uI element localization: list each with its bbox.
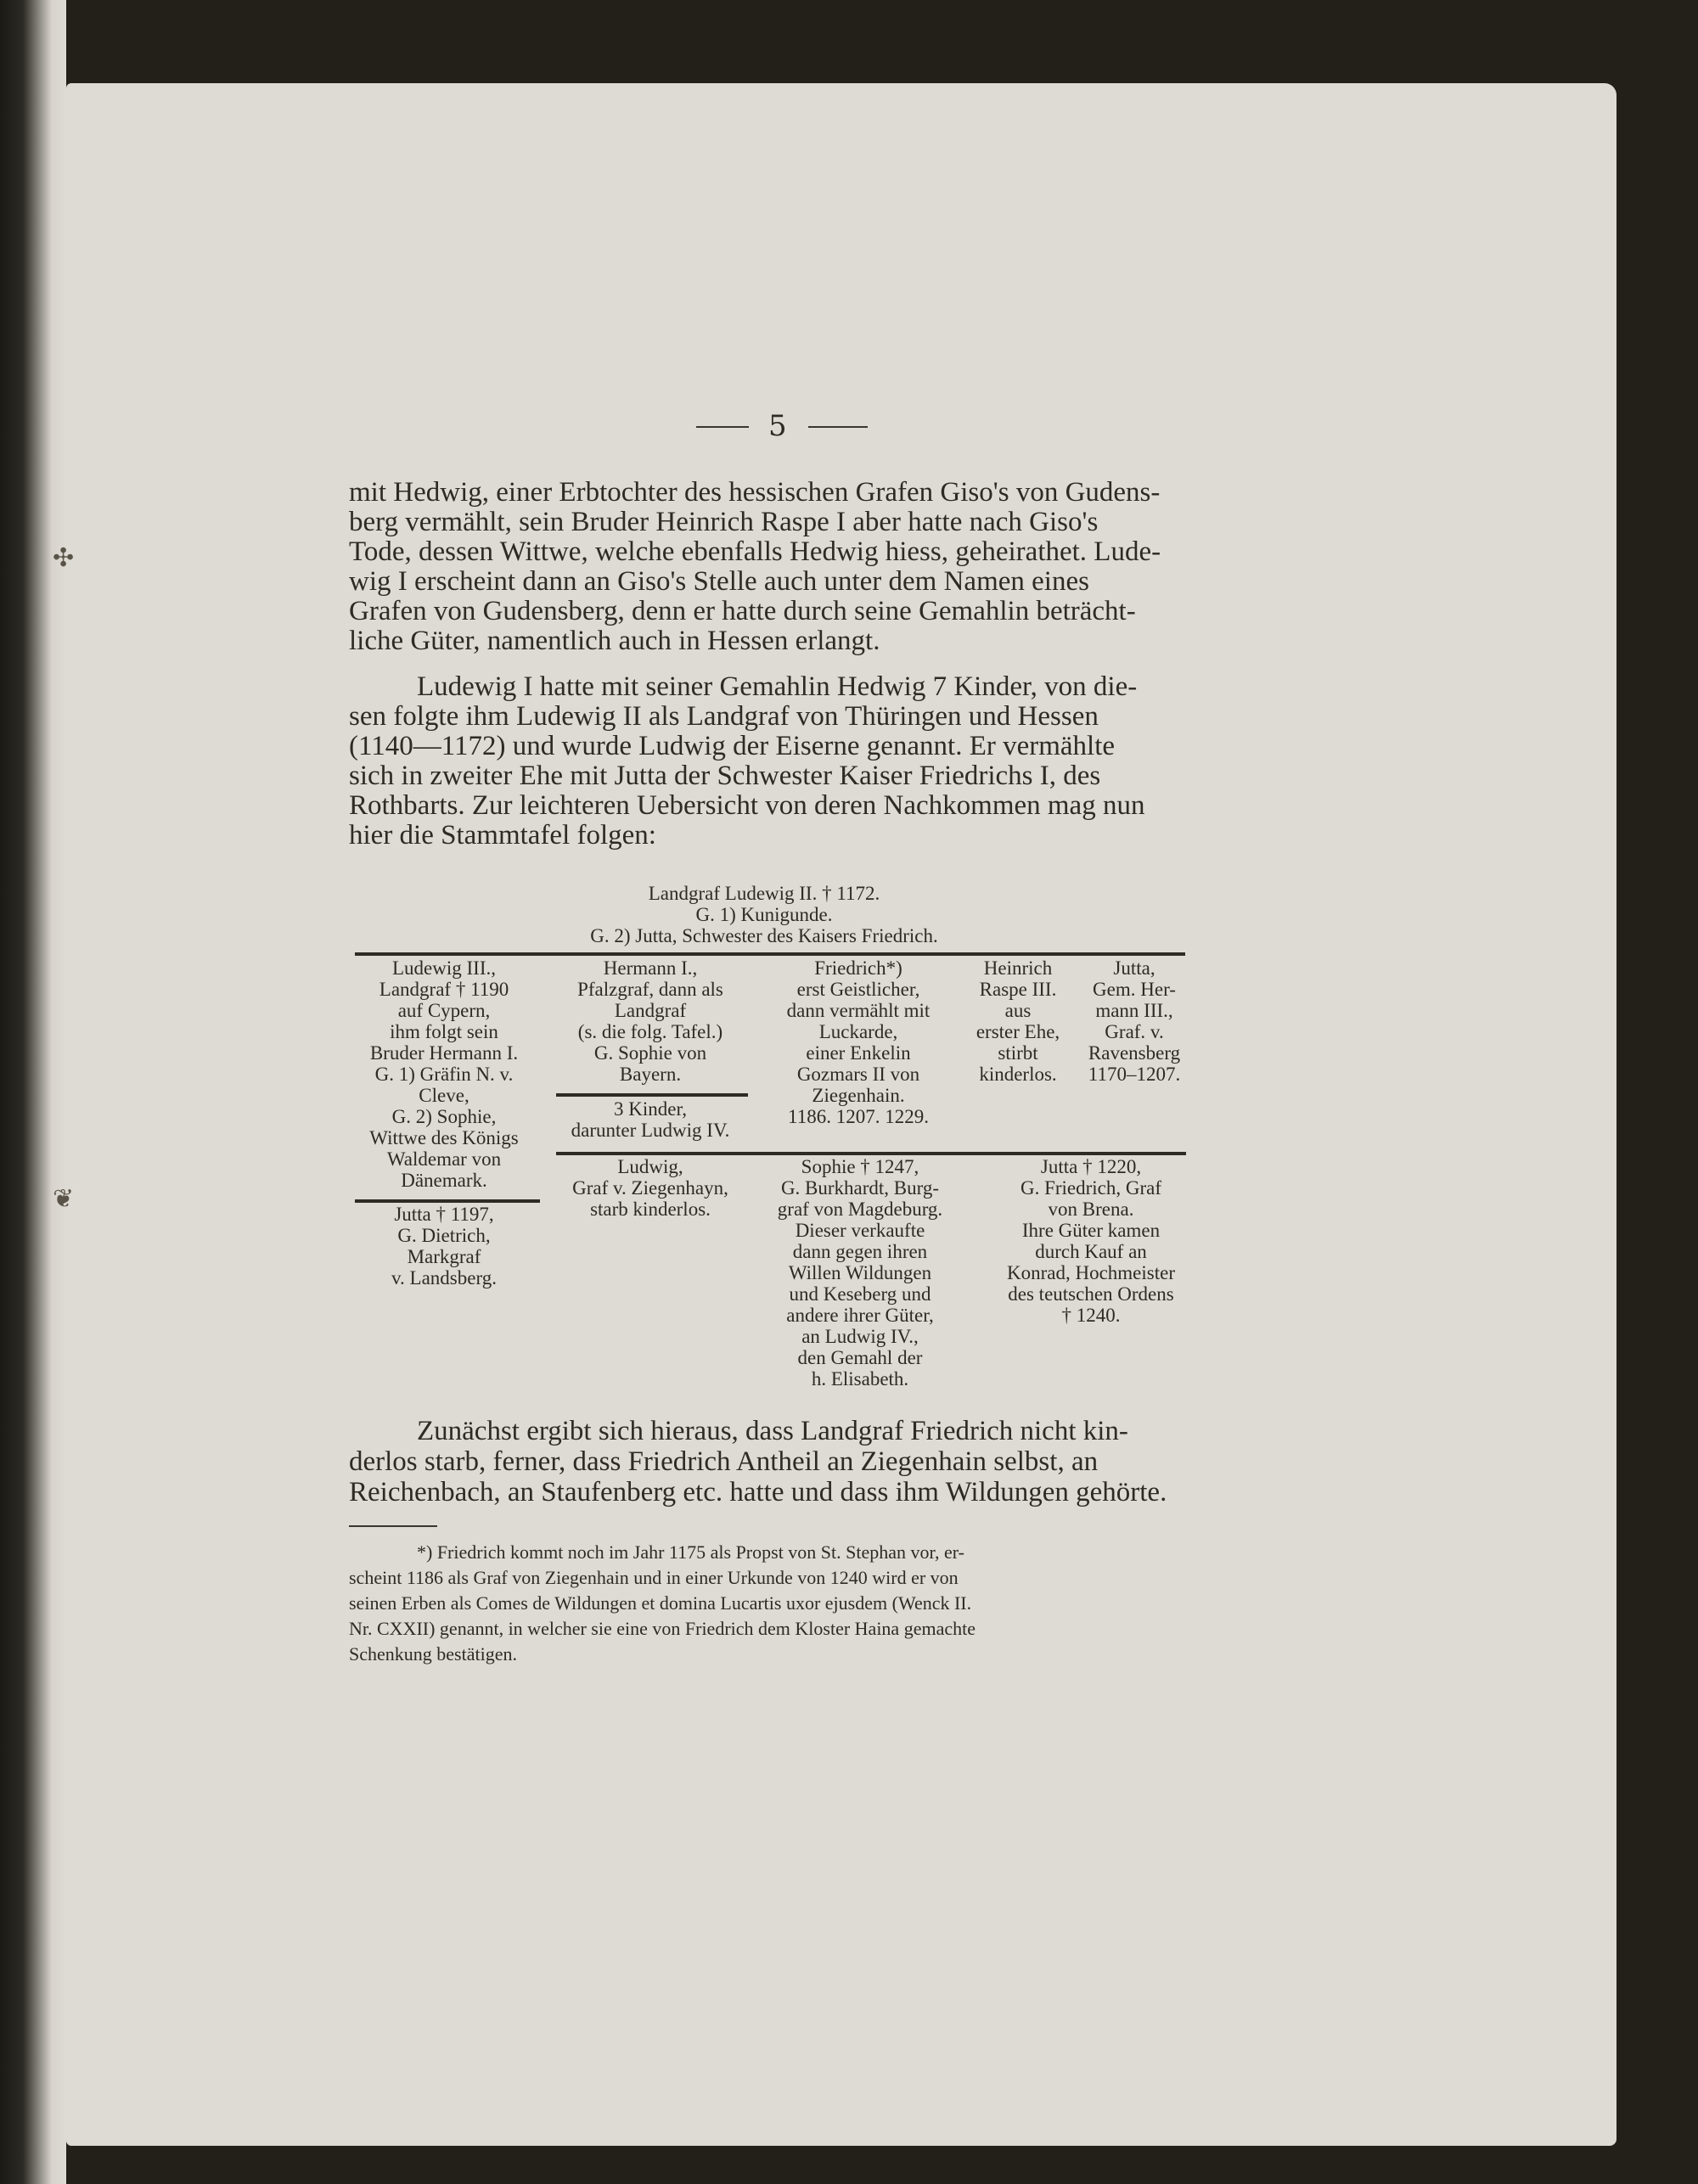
tree-text-line: graf von Magdeburg. bbox=[777, 1199, 943, 1220]
tree-text-line: Landgraf † 1190 bbox=[379, 979, 509, 1000]
footnote-line: Schenkung bestätigen. bbox=[349, 1643, 517, 1665]
tree-text-line: Jutta, bbox=[1113, 957, 1155, 979]
tree-text-line: und Keseberg und bbox=[789, 1283, 931, 1305]
tree-text-line: Sophie † 1247, bbox=[801, 1156, 919, 1177]
tree-text-line: Dänemark. bbox=[401, 1170, 487, 1191]
text-line: sen folgte ihm Ludewig II als Landgraf von Thüringen und Hessen bbox=[349, 701, 1099, 732]
tree-text-line: Konrad, Hochmeister bbox=[1007, 1262, 1175, 1283]
tree-text-line: Raspe III. bbox=[979, 979, 1057, 1000]
tree-text-line: den Gemahl der bbox=[797, 1347, 923, 1368]
tree-text-line: Bruder Hermann I. bbox=[369, 1042, 519, 1064]
tree-node-friedrich bbox=[754, 957, 963, 1127]
tree-text-line: Ihre Güter kamen bbox=[1021, 1220, 1161, 1241]
tree-text-line: einer Enkelin bbox=[806, 1042, 911, 1064]
tree-text-line: Gozmars II von bbox=[796, 1064, 920, 1085]
tree-text-line: † 1240. bbox=[1061, 1305, 1121, 1326]
tree-text-line: 3 Kinder, bbox=[614, 1098, 687, 1120]
tree-text-line: Bayern. bbox=[619, 1064, 682, 1085]
tree-text-line: Friedrich*) bbox=[814, 957, 902, 979]
tree-text-line: h. Elisabeth. bbox=[811, 1368, 909, 1390]
tree-text-line: Dieser verkaufte bbox=[795, 1220, 925, 1241]
tree-text-line: G. 1) Gräfin N. v. bbox=[374, 1064, 514, 1085]
tree-brace-main bbox=[355, 952, 1185, 956]
tree-text-line: G. Burkhardt, Burg- bbox=[780, 1177, 940, 1199]
tree-node-ludwig-ziegenhayn bbox=[550, 1156, 751, 1220]
footnote-rule bbox=[349, 1525, 437, 1527]
tree-text-line: stirbt bbox=[998, 1042, 1038, 1064]
tree-text-line: erst Geistlicher, bbox=[796, 979, 920, 1000]
tree-root-line: G. 2) Jutta, Schwester des Kaisers Friedrich. bbox=[590, 925, 938, 946]
tree-text-line: (s. die folg. Tafel.) bbox=[577, 1021, 723, 1042]
tree-node-jutta-1220 bbox=[976, 1156, 1206, 1326]
tree-text-line: starb kinderlos. bbox=[590, 1199, 711, 1220]
tree-text-line: G. 2) Sophie, bbox=[391, 1106, 497, 1127]
tree-text-line: Luckarde, bbox=[818, 1021, 898, 1042]
text-line: berg vermählt, sein Bruder Heinrich Raspe I aber hatte nach Giso's bbox=[349, 507, 1099, 537]
tree-text-line: Gem. Her- bbox=[1093, 979, 1176, 1000]
tree-text-line: Markgraf bbox=[407, 1246, 481, 1267]
footnote-line: Nr. CXXII) genannt, in welcher sie eine von Friedrich dem Kloster Haina gemachte bbox=[349, 1618, 976, 1639]
tree-text-line: darunter Ludwig IV. bbox=[571, 1120, 730, 1141]
binding-mark: ❦ bbox=[53, 1184, 75, 1214]
tree-text-line: 1170–1207. bbox=[1088, 1064, 1181, 1085]
page-number-rule-right bbox=[808, 426, 868, 428]
text-line: Grafen von Gudensberg, denn er hatte durch seine Gemahlin beträcht- bbox=[349, 596, 1136, 626]
tree-text-line: Graf v. Ziegenhayn, bbox=[572, 1177, 728, 1199]
text-line: wig I erscheint dann an Giso's Stelle auch unter dem Namen eines bbox=[349, 566, 1089, 597]
tree-root-line: Landgraf Ludewig II. † 1172. bbox=[648, 883, 880, 904]
tree-text-line: dann gegen ihren bbox=[792, 1241, 928, 1262]
tree-text-line: Ravensberg bbox=[1088, 1042, 1181, 1064]
tree-brace-hermann bbox=[556, 1093, 748, 1097]
paragraph-1 bbox=[349, 478, 1190, 656]
text-line: Reichenbach, an Staufenberg etc. hatte und dass ihm Wildungen gehörte. bbox=[349, 1477, 1167, 1507]
tree-text-line: aus bbox=[1004, 1000, 1032, 1021]
tree-text-line: kinderlos. bbox=[979, 1064, 1057, 1085]
text-line: hier die Stammtafel folgen: bbox=[349, 820, 656, 851]
tree-brace-ludewig bbox=[355, 1199, 540, 1203]
tree-text-line: durch Kauf an bbox=[1035, 1241, 1147, 1262]
tree-text-line: G. Friedrich, Graf bbox=[1020, 1177, 1162, 1199]
tree-text-line: Jutta † 1220, bbox=[1040, 1156, 1142, 1177]
tree-node-heinrich-raspe bbox=[956, 957, 1080, 1085]
tree-text-line: Landgraf bbox=[614, 1000, 687, 1021]
text-line: (1140—1172) und wurde Ludwig der Eiserne genannt. Er vermählte bbox=[349, 731, 1116, 761]
text-line: mit Hedwig, einer Erbtochter des hessischen Grafen Giso's von Gudens- bbox=[349, 477, 1161, 508]
tree-text-line: an Ludwig IV., bbox=[801, 1326, 919, 1347]
tree-text-line: dann vermählt mit bbox=[786, 1000, 931, 1021]
footnote bbox=[349, 1540, 1190, 1667]
page-number-rule-left bbox=[696, 426, 749, 428]
tree-text-line: Pfalzgraf, dann als bbox=[577, 979, 723, 1000]
tree-text-line: G. Dietrich, bbox=[397, 1225, 491, 1246]
tree-text-line: des teutschen Ordens bbox=[1008, 1283, 1174, 1305]
family-tree-root bbox=[509, 883, 1019, 946]
tree-root-line: G. 1) Kunigunde. bbox=[695, 904, 833, 925]
footnote-line: seinen Erben als Comes de Wildungen et domina Lucartis uxor ejusdem (Wenck II. bbox=[349, 1592, 972, 1614]
tree-text-line: v. Landsberg. bbox=[391, 1267, 497, 1289]
tree-text-line: ihm folgt sein bbox=[390, 1021, 498, 1042]
footnote-line: *) Friedrich kommt noch im Jahr 1175 als Propst von St. Stephan vor, er- bbox=[417, 1541, 964, 1563]
tree-text-line: andere ihrer Güter, bbox=[786, 1305, 934, 1326]
tree-node-jutta-1197 bbox=[350, 1204, 538, 1289]
text-line: liche Güter, namentlich auch in Hessen erlangt. bbox=[349, 626, 880, 656]
text-line: Rothbarts. Zur leichteren Uebersicht von deren Nachkommen mag nun bbox=[349, 790, 1145, 821]
tree-text-line: Ludwig, bbox=[617, 1156, 683, 1177]
tree-text-line: auf Cypern, bbox=[397, 1000, 491, 1021]
tree-text-line: Cleve, bbox=[419, 1085, 469, 1106]
binding-mark: ✣ bbox=[53, 543, 75, 573]
tree-text-line: Heinrich bbox=[983, 957, 1053, 979]
tree-text-line: Willen Wildungen bbox=[788, 1262, 932, 1283]
tree-text-line: Ziegenhain. bbox=[812, 1085, 905, 1106]
tree-node-hermann-i bbox=[550, 957, 751, 1085]
tree-node-sophie bbox=[754, 1156, 966, 1390]
tree-brace-friedrich bbox=[556, 1152, 1186, 1155]
tree-text-line: G. Sophie von bbox=[593, 1042, 707, 1064]
tree-node-jutta-ravensberg bbox=[1075, 957, 1194, 1085]
tree-text-line: Ludewig III., bbox=[392, 957, 496, 979]
tree-text-line: Graf. v. bbox=[1105, 1021, 1164, 1042]
text-line: derlos starb, ferner, dass Friedrich Antheil an Ziegenhain selbst, an bbox=[349, 1446, 1099, 1477]
tree-text-line: Wittwe des Königs bbox=[369, 1127, 519, 1148]
paragraph-2 bbox=[349, 672, 1190, 851]
footnote-line: scheint 1186 als Graf von Ziegenhain und in einer Urkunde von 1240 wird er von bbox=[349, 1567, 959, 1588]
tree-text-line: 1186. 1207. 1229. bbox=[788, 1106, 929, 1127]
text-line: Zunächst ergibt sich hieraus, dass Landgraf Friedrich nicht kin- bbox=[417, 1416, 1128, 1446]
tree-text-line: Jutta † 1197, bbox=[394, 1204, 494, 1225]
tree-text-line: Waldemar von bbox=[386, 1148, 502, 1170]
text-line: Tode, dessen Wittwe, welche ebenfalls Hedwig hiess, geheirathet. Lude- bbox=[349, 536, 1161, 567]
tree-text-line: mann III., bbox=[1095, 1000, 1173, 1021]
text-line: Ludewig I hatte mit seiner Gemahlin Hedwig 7 Kinder, von die- bbox=[417, 671, 1138, 702]
tree-node-kinder bbox=[550, 1098, 751, 1141]
text-line: sich in zweiter Ehe mit Jutta der Schwester Kaiser Friedrichs I, des bbox=[349, 761, 1101, 791]
tree-text-line: von Brena. bbox=[1048, 1199, 1134, 1220]
tree-text-line: Hermann I., bbox=[603, 957, 698, 979]
book-gutter bbox=[0, 0, 66, 2184]
paragraph-3 bbox=[349, 1416, 1190, 1507]
page-number: 5 bbox=[768, 409, 787, 443]
tree-node-ludewig-iii bbox=[350, 957, 538, 1191]
tree-text-line: erster Ehe, bbox=[976, 1021, 1060, 1042]
